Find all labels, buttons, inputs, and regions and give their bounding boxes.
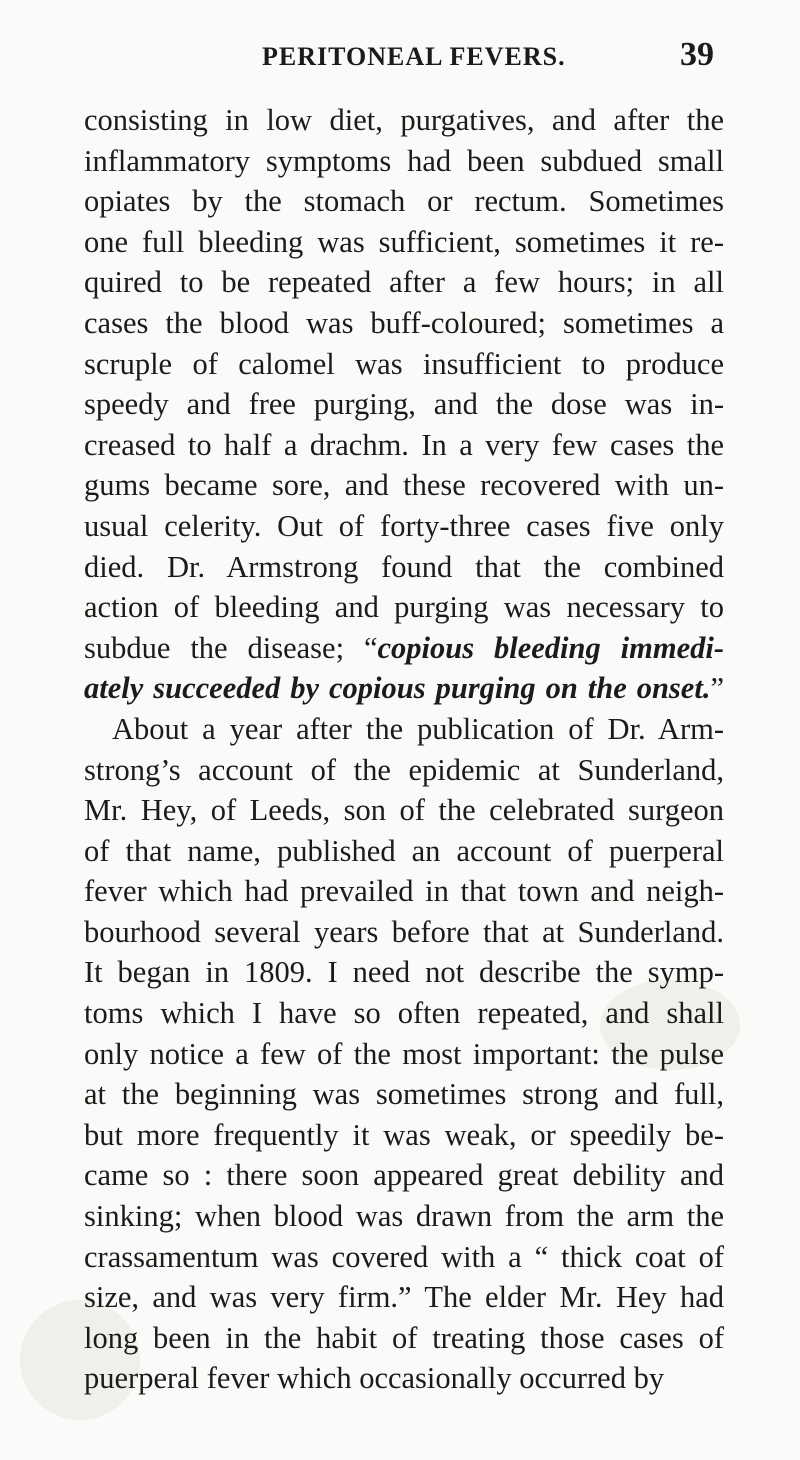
text-segment: ” [710, 671, 724, 706]
text-line: bourhood several years before that at Sunderland. [84, 914, 724, 949]
body-text [84, 100, 724, 1399]
text-line: size, and was very firm.” The elder Mr. Hey had [84, 1280, 724, 1315]
text-line: strong’s account of the epidemic at Sunderland, [84, 752, 724, 787]
italic-quotation: copious bleeding immedi- [377, 630, 724, 665]
text-line: creased to half a drachm. In a very few cases the [84, 427, 724, 462]
page-header [0, 36, 800, 80]
page-number: 39 [680, 36, 714, 73]
text-line: fever which had prevailed in that town and neigh- [84, 874, 724, 909]
text-line: quired to be repeated after a few hours; in all [84, 265, 724, 300]
text-line: crassamentum was covered with a “ thick coat of [84, 1239, 724, 1274]
text-line: only notice a few of the most important: the pulse [84, 1036, 724, 1071]
italic-quotation: ately succeeded by copious purging on the onset. [84, 671, 711, 706]
text-line: one full bleeding was sufficient, sometimes it re- [84, 224, 724, 259]
text-segment: subdue the disease; “ [84, 630, 378, 665]
text-line: About a year after the publication of Dr. Arm- [112, 711, 724, 746]
text-line: inflammatory symptoms had been subdued small [84, 143, 724, 178]
text-line: opiates by the stomach or rectum. Sometimes [84, 184, 724, 219]
text-line: gums became sore, and these recovered with un- [84, 468, 724, 503]
text-line: long been in the habit of treating those cases of [84, 1320, 724, 1355]
text-line: cases the blood was buff-coloured; sometimes a [84, 305, 724, 340]
text-line: but more frequently it was weak, or speedily be- [84, 1117, 724, 1152]
text-line [84, 628, 724, 669]
text-line: sinking; when blood was drawn from the arm the [84, 1199, 724, 1234]
text-line: came so : there soon appeared great debility and [84, 1158, 724, 1193]
text-line: speedy and free purging, and the dose was in- [84, 387, 724, 422]
text-line: action of bleeding and purging was necessary to [84, 590, 724, 625]
text-line: It began in 1809. I need not describe the symp- [84, 955, 724, 990]
text-line: died. Dr. Armstrong found that the combined [84, 549, 724, 584]
text-line: of that name, published an account of puerperal [84, 833, 724, 868]
text-line [84, 668, 724, 709]
text-line: consisting in low diet, purgatives, and after the [84, 103, 724, 137]
text-line: scruple of calomel was insufficient to produce [84, 346, 724, 381]
text-line: puerperal fever which occasionally occurred by [84, 1361, 665, 1396]
text-line: usual celerity. Out of forty-three cases five only [84, 508, 724, 543]
running-title: PERITONEAL FEVERS. [262, 42, 566, 71]
text-line: at the beginning was sometimes strong and full, [84, 1077, 724, 1112]
text-line: Mr. Hey, of Leeds, son of the celebrated surgeon [84, 793, 724, 828]
text-line: toms which I have so often repeated, and shall [84, 996, 724, 1031]
